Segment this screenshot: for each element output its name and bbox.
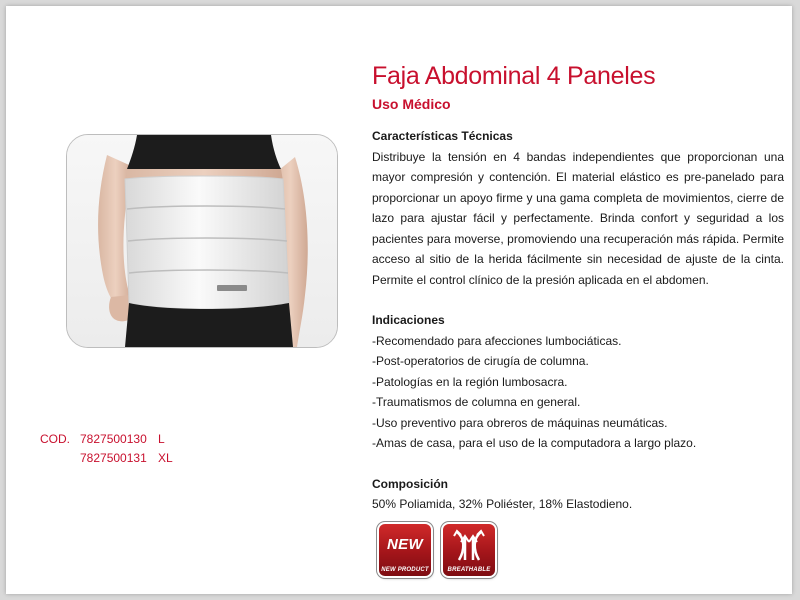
breathable-badge-caption: BREATHABLE (447, 567, 491, 573)
indication-item: -Amas de casa, para el uso de la computadora a largo plazo. (372, 436, 697, 450)
indication-item: -Traumatismos de columna en general. (372, 395, 581, 409)
code-size: L (158, 432, 165, 446)
code-label: COD. (40, 432, 70, 446)
product-codes (40, 430, 190, 468)
technical-section (372, 126, 784, 290)
code-value: 7827500130 (80, 432, 147, 446)
technical-heading: Características Técnicas (372, 129, 513, 143)
product-photo (66, 134, 338, 348)
new-product-badge (379, 524, 431, 576)
indication-item: -Patologías en la región lumbosacra. (372, 374, 568, 389)
indication-item: -Uso preventivo para obreros de máquinas neumáticas. (372, 415, 668, 430)
indications-section (372, 310, 784, 454)
new-badge-caption: NEW PRODUCT (381, 567, 429, 573)
indications-heading: Indicaciones (372, 313, 445, 327)
code-value: 7827500131 (80, 451, 147, 465)
technical-body: Distribuye la tensión en 4 bandas independientes que proporcionan una mayor compresión y contención. El material elástico es pre-panelado para proporcionar un apoyo firme y una gama completa de movimientos, cierre de lazo para ajustar fácil y perfectamente. Brinda confort y seguridad a los pacientes para moverse, promoviendo una recuperación más rápida. Permite acceso al sitio de la herida fácilmente sin necesidad de ajuste de la cinta. Permite el control clínico de la presión aplicada en el abdomen. (372, 149, 784, 287)
new-badge-text: NEW (387, 536, 423, 553)
composition-body: 50% Poliamida, 32% Poliéster, 18% Elastodieno. (372, 497, 633, 511)
product-title: Faja Abdominal 4 Paneles (372, 62, 656, 90)
code-size: XL (158, 451, 173, 465)
code-row (40, 430, 190, 449)
indications-list (372, 331, 784, 454)
abdominal-binder-illustration (67, 135, 337, 347)
product-details (372, 126, 784, 535)
composition-heading: Composición (372, 476, 449, 491)
indication-item: -Recomendado para afecciones lumbociáticas. (372, 333, 622, 348)
breathable-arrows-icon (451, 528, 487, 562)
product-subtitle: Uso Médico (372, 96, 451, 112)
composition-section (372, 474, 784, 515)
indication-item: -Post-operatorios de cirugía de columna. (372, 354, 589, 368)
code-row (40, 449, 190, 468)
product-sheet (6, 6, 792, 594)
breathable-badge (443, 524, 495, 576)
